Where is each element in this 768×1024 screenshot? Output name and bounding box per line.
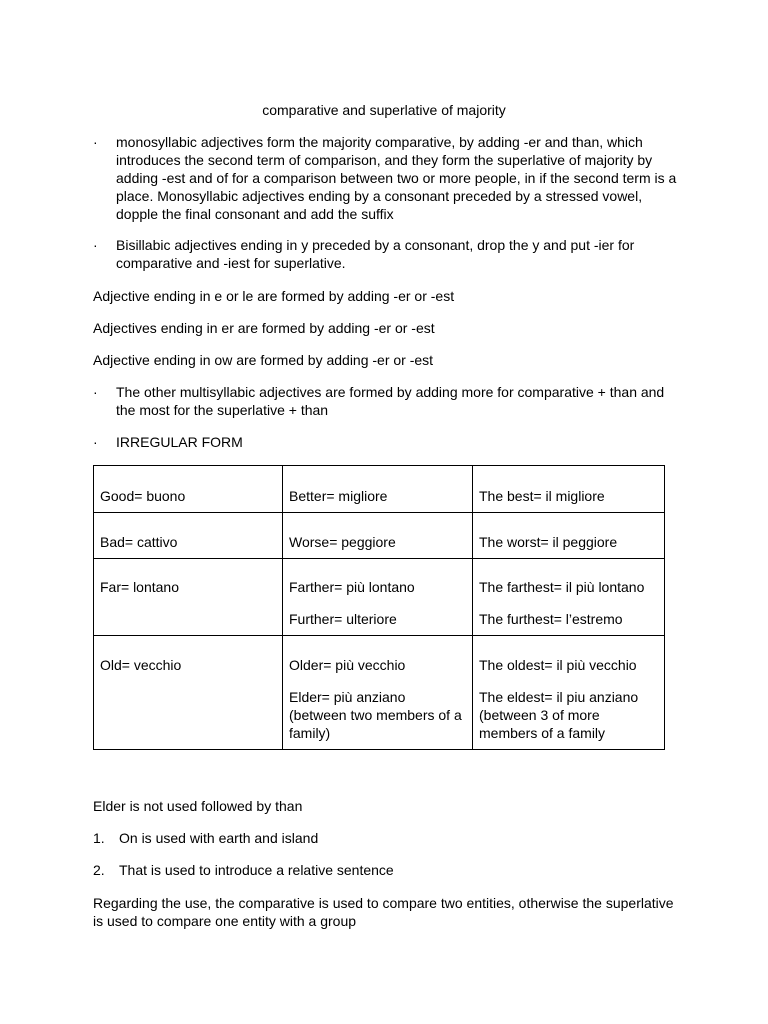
bullet-dot: · — [93, 384, 98, 400]
table-cell — [94, 466, 283, 513]
cell-text: Elder= più anziano (between two members of a family) — [289, 689, 462, 741]
numbered-item — [93, 861, 683, 879]
list-text: On is used with earth and island — [119, 830, 319, 846]
cell-text: Old= vecchio — [100, 657, 182, 673]
list-number: 2. — [93, 862, 105, 878]
table-cell — [94, 513, 283, 559]
cell-text: The worst= il peggiore — [479, 534, 618, 550]
table-row — [94, 636, 665, 750]
table-cell — [473, 559, 665, 636]
cell-text: Good= buono — [100, 488, 186, 504]
cell-text: Farther= più lontano — [289, 579, 415, 595]
paragraph-elder-note: Elder is not used followed by than — [93, 798, 303, 814]
table-cell — [283, 559, 473, 636]
bullet-item-irregular — [93, 433, 683, 451]
cell-text: Worse= peggiore — [289, 534, 396, 550]
bullet-text: Bisillabic adjectives ending in y preceded by a consonant, drop the y and put -ier for comparative and -iest for superlative. — [116, 237, 635, 271]
paragraph-er: Adjectives ending in er are formed by adding -er or -est — [93, 320, 435, 336]
bullet-item-bisillabic — [93, 236, 683, 272]
table-row — [94, 559, 665, 636]
table-cell — [94, 636, 283, 750]
cell-text: Further= ulteriore — [289, 611, 397, 627]
cell-text: The farthest= il più lontano — [479, 579, 645, 595]
table-cell — [473, 513, 665, 559]
bullet-dot: · — [93, 134, 98, 150]
cell-text: The furthest= l’estremo — [479, 611, 623, 627]
table-cell — [283, 636, 473, 750]
table-row — [94, 513, 665, 559]
paragraph-ow: Adjective ending in ow are formed by adding -er or -est — [93, 352, 434, 368]
table-cell — [283, 466, 473, 513]
cell-text: Older= più vecchio — [289, 657, 406, 673]
list-text: That is used to introduce a relative sentence — [119, 862, 394, 878]
bullet-item-multisyllabic — [93, 383, 683, 419]
table-cell — [94, 559, 283, 636]
cell-text: Better= migliore — [289, 488, 388, 504]
table-cell — [473, 636, 665, 750]
bullet-dot: · — [93, 237, 98, 253]
bullet-text: The other multisyllabic adjectives are formed by adding more for comparative + than and the most for the superlative + than — [116, 384, 665, 418]
paragraph-e-le: Adjective ending in e or le are formed by adding -er or -est — [93, 288, 455, 304]
bullet-dot: · — [93, 434, 98, 450]
bullet-item-monosyllabic — [93, 133, 683, 223]
cell-text: Far= lontano — [100, 579, 179, 595]
paragraph-closing: Regarding the use, the comparative is used to compare two entities, otherwise the superlative is used to compare one entity with a group — [93, 895, 674, 929]
cell-text: The oldest= il più vecchio — [479, 657, 637, 673]
cell-text: The best= il migliore — [479, 488, 605, 504]
list-number: 1. — [93, 830, 105, 846]
bullet-text: IRREGULAR FORM — [116, 434, 243, 450]
numbered-item — [93, 829, 683, 847]
bullet-text: monosyllabic adjectives form the majority comparative, by adding -er and than, which introduces the second term of comparison, and they form the superlative of majority by adding -est and of for a comparison between two or more people, in if the second term is a place. Monosyllabic adjectives ending by a consonant preceded by a stressed vowel, dopple the final consonant and add the suffix — [116, 134, 677, 222]
table-cell — [283, 513, 473, 559]
table-row — [94, 466, 665, 513]
cell-text: Bad= cattivo — [100, 534, 178, 550]
document-title: comparative and superlative of majority — [262, 102, 506, 118]
cell-text: The eldest= il piu anziano (between 3 of more members of a family — [479, 689, 639, 741]
irregular-forms-table — [93, 465, 665, 750]
table-cell — [473, 466, 665, 513]
